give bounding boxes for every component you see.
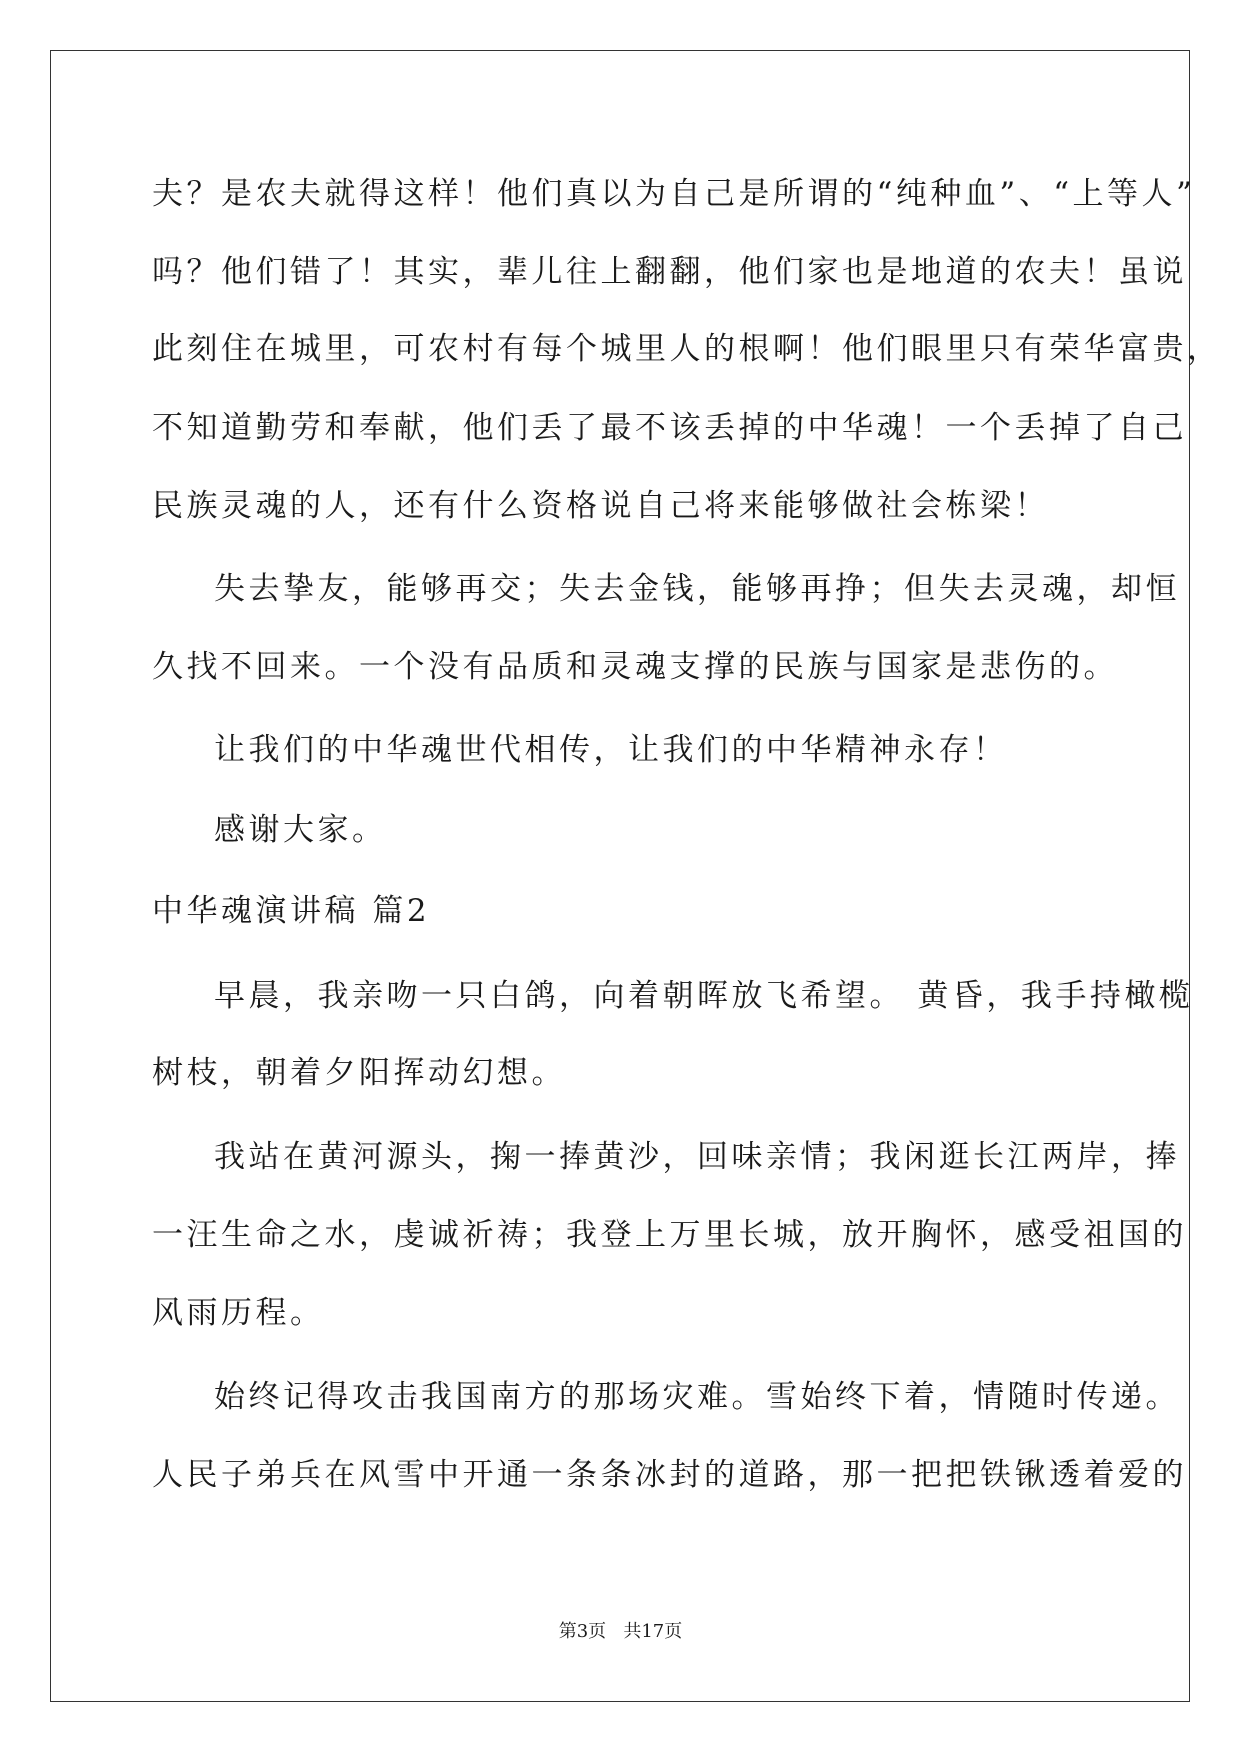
text-line: 早晨，我亲吻一只白鸽，向着朝晖放飞希望。 黄昏，我手持橄榄 — [214, 978, 1194, 1014]
text-line: 感谢大家。 — [214, 812, 387, 848]
text-line: 让我们的中华魂世代相传，让我们的中华精神永存！ — [214, 732, 1008, 768]
text-line: 风雨历程。 — [152, 1295, 325, 1331]
text-line: 吗？他们错了！其实，辈儿往上翻翻，他们家也是地道的农夫！虽说 — [152, 254, 1187, 290]
text-line: 此刻住在城里，可农村有每个城里人的根啊！他们眼里只有荣华富贵， — [152, 331, 1222, 367]
page-number-footer: 第3页 共17页 — [558, 1621, 683, 1642]
text-line: 我站在黄河源头，掬一捧黄沙，回味亲情；我闲逛长江两岸，捧 — [214, 1139, 1180, 1175]
text-line: 民族灵魂的人，还有什么资格说自己将来能够做社会栋梁！ — [152, 488, 1049, 524]
text-line: 始终记得攻击我国南方的那场灾难。雪始终下着，情随时传递。 — [214, 1379, 1180, 1415]
text-line: 夫？是农夫就得这样！他们真以为自己是所谓的“纯种血”、“上等人” — [152, 176, 1196, 212]
section-heading: 中华魂演讲稿 篇2 — [152, 893, 431, 929]
text-line: 树枝，朝着夕阳挥动幻想。 — [152, 1055, 566, 1091]
text-line: 人民子弟兵在风雪中开通一条条冰封的道路，那一把把铁锹透着爱的 — [152, 1457, 1187, 1493]
text-line: 一汪生命之水，虔诚祈祷；我登上万里长城，放开胸怀，感受祖国的 — [152, 1217, 1187, 1253]
text-line: 久找不回来。一个没有品质和灵魂支撑的民族与国家是悲伤的。 — [152, 649, 1118, 685]
text-line: 不知道勤劳和奉献，他们丢了最不该丢掉的中华魂！一个丢掉了自己 — [152, 410, 1187, 446]
text-line: 失去挚友，能够再交；失去金钱，能够再挣；但失去灵魂，却恒 — [214, 571, 1180, 607]
